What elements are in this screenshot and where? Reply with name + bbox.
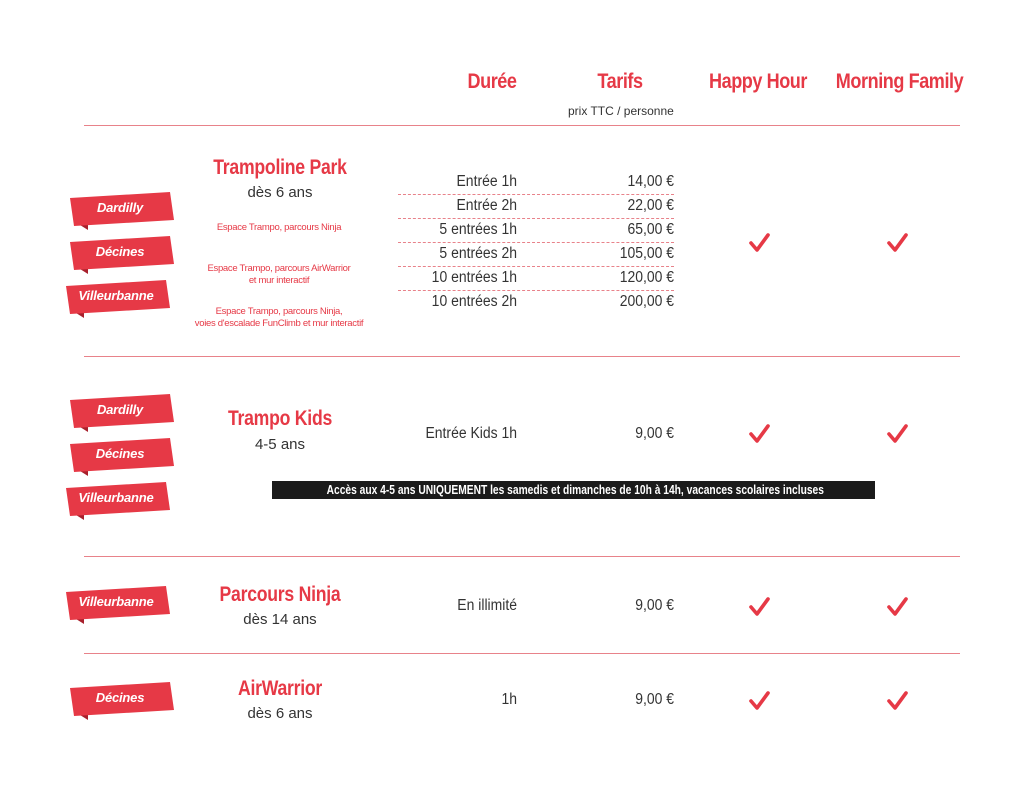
- row-separator: [398, 242, 674, 243]
- check-icon: [748, 423, 770, 445]
- check-icon: [748, 596, 770, 618]
- divider: [84, 356, 960, 357]
- duration-cell: Entrée 1h: [456, 173, 517, 190]
- price-cell: 65,00 €: [627, 221, 674, 238]
- price-cell: 200,00 €: [619, 293, 674, 310]
- location-banner-villeurbanne: Villeurbanne: [62, 480, 170, 522]
- duration-cell: Entrée Kids 1h: [425, 425, 517, 442]
- divider: [84, 653, 960, 654]
- kids-notice: Accès aux 4-5 ans UNIQUEMENT les samedis et dimanches de 10h à 14h, vacances scolaires incluses: [272, 481, 875, 499]
- row-separator: [398, 218, 674, 219]
- check-icon: [886, 690, 908, 712]
- price-cell: 9,00 €: [635, 597, 674, 614]
- feature-villeurbanne-2: voies d'escalade FunClimb et mur interactif: [194, 318, 364, 329]
- row-separator: [398, 194, 674, 195]
- activity-age-ninja: dès 14 ans: [243, 611, 317, 628]
- header-tarifs: Tarifs: [597, 70, 643, 93]
- location-banner-dardilly: Dardilly: [66, 190, 174, 232]
- activity-age-airwarrior: dès 6 ans: [247, 705, 313, 722]
- duration-cell: 5 entrées 2h: [439, 245, 517, 262]
- activity-age-trampoline: dès 6 ans: [247, 184, 313, 201]
- divider: [84, 125, 960, 126]
- price-cell: 14,00 €: [627, 173, 674, 190]
- row-separator: [398, 266, 674, 267]
- duration-cell: 1h: [501, 691, 517, 708]
- activity-age-kids: 4-5 ans: [254, 436, 306, 453]
- check-icon: [748, 690, 770, 712]
- check-icon: [886, 596, 908, 618]
- check-icon: [886, 232, 908, 254]
- duration-cell: 10 entrées 1h: [431, 269, 517, 286]
- duration-cell: 10 entrées 2h: [431, 293, 517, 310]
- row-separator: [398, 290, 674, 291]
- location-banner-villeurbanne: Villeurbanne: [62, 278, 170, 320]
- check-icon: [886, 423, 908, 445]
- location-banner-dardilly: Dardilly: [66, 392, 174, 434]
- activity-title-trampoline: Trampoline Park: [213, 156, 347, 179]
- duration-cell: 5 entrées 1h: [439, 221, 517, 238]
- feature-decines-2: et mur interactif: [248, 275, 310, 286]
- location-banner-decines: Décines: [66, 680, 174, 722]
- activity-title-ninja: Parcours Ninja: [219, 583, 341, 606]
- price-cell: 120,00 €: [619, 269, 674, 286]
- header-duree: Durée: [467, 70, 517, 93]
- header-morning-family: Morning Family: [835, 70, 964, 93]
- price-cell: 9,00 €: [635, 691, 674, 708]
- feature-villeurbanne-1: Espace Trampo, parcours Ninja,: [215, 306, 343, 317]
- price-cell: 22,00 €: [627, 197, 674, 214]
- divider: [84, 556, 960, 557]
- location-banner-villeurbanne: Villeurbanne: [62, 584, 170, 626]
- header-tarifs-sub: prix TTC / personne: [568, 104, 674, 118]
- activity-title-airwarrior: AirWarrior: [237, 677, 323, 700]
- header-happy-hour: Happy Hour: [708, 70, 808, 93]
- feature-decines-1: Espace Trampo, parcours AirWarrior: [207, 263, 351, 274]
- price-cell: 105,00 €: [619, 245, 674, 262]
- check-icon: [748, 232, 770, 254]
- location-banner-decines: Décines: [66, 234, 174, 276]
- feature-dardilly: Espace Trampo, parcours Ninja: [216, 222, 342, 233]
- location-banner-decines: Décines: [66, 436, 174, 478]
- price-cell: 9,00 €: [635, 425, 674, 442]
- duration-cell: En illimité: [457, 597, 517, 614]
- activity-title-kids: Trampo Kids: [227, 407, 333, 430]
- duration-cell: Entrée 2h: [456, 197, 517, 214]
